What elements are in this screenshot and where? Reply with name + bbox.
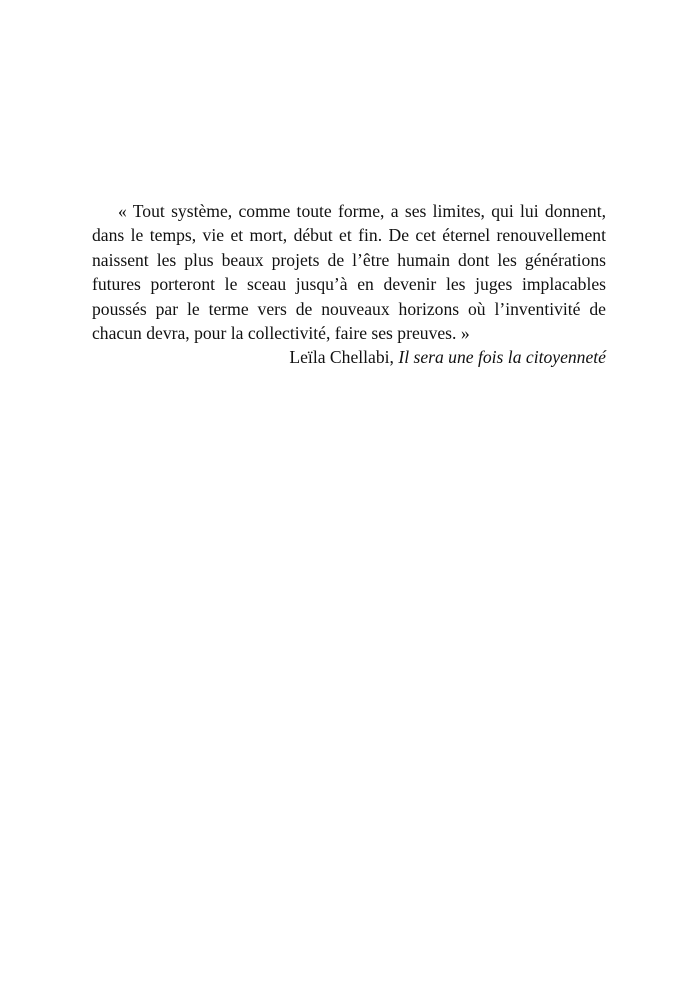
epigraph-attribution	[92, 345, 606, 369]
epigraph-author: Leïla Chellabi,	[289, 347, 394, 368]
epigraph-quote: « Tout système, comme toute forme, a ses limites, qui lui donnent, dans le temps, vie et mort, début et fin. De cet éternel renouvellement naissent les plus beaux projets de l’être humain dont les générations futures porteront le sceau jusqu’à en devenir les juges implacables poussés par le terme vers de nouveaux horizons où l’inventivité de chacun devra, pour la collectivité, faire ses preuves. »	[92, 201, 606, 344]
epigraph	[92, 199, 606, 370]
epigraph-work-title: Il sera une fois la citoyenneté	[398, 347, 606, 368]
